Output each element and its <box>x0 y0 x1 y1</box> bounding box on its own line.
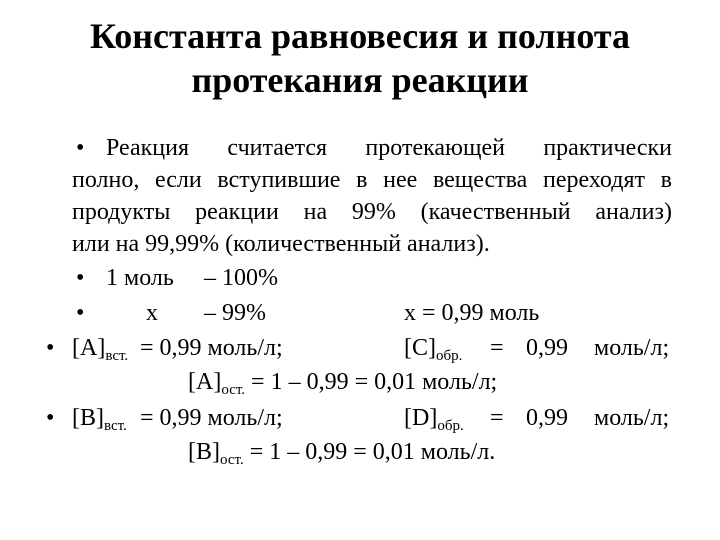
b-initial-label: $[B]_{вст.}$ <box>72 405 127 434</box>
b-initial-value: = 0,99 моль/л; <box>140 405 283 431</box>
d-formed-label: $[D]_{обр.}$ <box>404 405 464 434</box>
c-formed-unit: моль/л; <box>594 335 670 361</box>
d-formed-unit: моль/л; <box>594 405 670 431</box>
bullet-point: • <box>46 405 55 431</box>
a-remaining-line: $[A]_{ост.} = 1 - 0,99 = 0,01$ моль/л; <box>188 369 498 398</box>
title-line-1: Константа равновесия и полнота <box>90 16 630 56</box>
c-formed-equals: = <box>490 335 504 361</box>
x-label: x <box>146 300 158 326</box>
b-remaining-line: $[B]_{ост.} = 1 - 0,99 = 0,01$ моль/л. <box>188 439 496 468</box>
paragraph-line-4: или на 99,99% (количественный анализ). <box>72 231 490 257</box>
c-formed-value: 0,99 <box>526 335 568 361</box>
b-concentration-row <box>72 402 678 434</box>
d-formed-value: 0,99 <box>526 405 568 431</box>
title-line-2: протекания реакции <box>191 60 529 100</box>
paragraph-line-1: Реакция считается протекающей практически <box>106 135 672 161</box>
bullet-point: • <box>76 135 85 161</box>
paragraph-line-2: полно, если вступившие в нее вещества переходят в <box>72 167 672 193</box>
a-initial-value: = 0,99 моль/л; <box>140 335 283 361</box>
hundred-percent-label: – 100% <box>204 265 278 291</box>
b-remaining-value: = 1 – 0,99 = 0,01 моль/л. <box>249 439 496 465</box>
a-concentration-row <box>72 332 678 364</box>
paragraph-line-3: продукты реакции на 99% (качественный анализ) <box>72 199 672 225</box>
a-initial-label: $[A]_{вст.}$ <box>72 335 129 364</box>
ninety-nine-percent-label: – 99% <box>204 300 266 326</box>
slide-title <box>40 14 680 102</box>
one-mol-label: 1 моль <box>106 265 174 291</box>
bullet-point: • <box>76 265 85 291</box>
c-formed-label: $[C]_{обр.}$ <box>404 335 463 364</box>
a-remaining-value: = 1 – 0,99 = 0,01 моль/л; <box>251 369 498 395</box>
x-result-label: x = 0,99 моль <box>404 300 540 326</box>
bullet-point: • <box>76 300 85 326</box>
bullet-point: • <box>46 335 55 361</box>
d-formed-equals: = <box>490 405 504 431</box>
